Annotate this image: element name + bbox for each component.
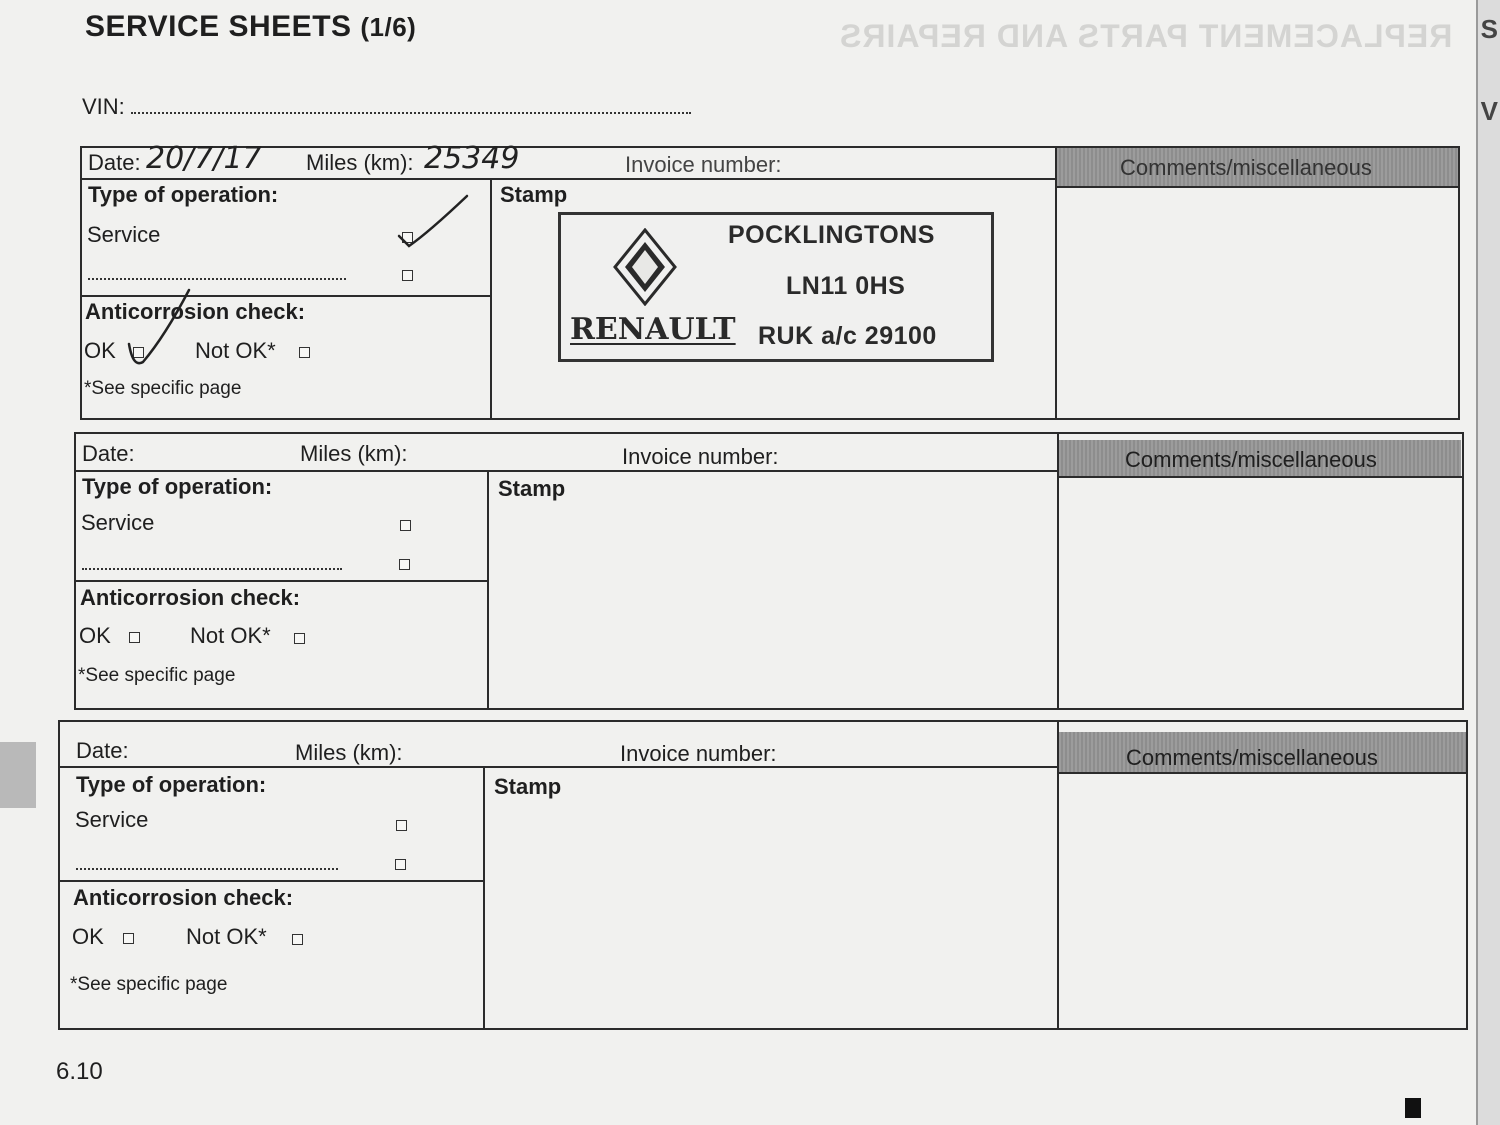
invoice-label[interactable]: Invoice number:: [620, 741, 777, 766]
miles-label[interactable]: Miles (km):: [295, 740, 403, 765]
miles-label: Miles (km):: [306, 150, 414, 175]
date-label: Date:: [88, 150, 141, 175]
service-checkbox[interactable]: [396, 820, 407, 831]
stamp-label: Stamp: [494, 774, 562, 799]
page-number: 6.10: [56, 1058, 103, 1085]
stamp-label: Stamp: [500, 182, 568, 207]
date-handwritten[interactable]: 20/7/17: [146, 141, 262, 176]
miles-handwritten[interactable]: 25349: [424, 141, 520, 176]
ok-checkbox[interactable]: [123, 933, 134, 944]
stamp-dealer-name: POCKLINGTONS: [728, 221, 935, 249]
other-operation-checkbox[interactable]: [395, 859, 406, 870]
ok-label: OK: [84, 338, 116, 363]
anticorrosion-label: Anticorrosion check:: [73, 885, 294, 910]
ok-label: OK: [72, 924, 104, 949]
anticorrosion-label: Anticorrosion check:: [85, 299, 306, 324]
edge-letter: V: [1480, 96, 1498, 126]
anticorrosion-label: Anticorrosion check:: [80, 585, 301, 610]
miles-label[interactable]: Miles (km):: [300, 441, 408, 466]
stamp-label: Stamp: [498, 476, 566, 501]
service-label: Service: [75, 807, 149, 832]
ok-label: OK: [79, 623, 111, 648]
type-of-operation-label: Type of operation:: [82, 474, 273, 499]
title-suffix: (1/6): [360, 12, 417, 42]
stamp-brand: RENAULT: [570, 312, 736, 347]
type-of-operation-label: Type of operation:: [88, 182, 279, 207]
type-of-operation-label: Type of operation:: [76, 772, 267, 797]
bleed-through-heading: REPLACEMENT PARTS AND REPAIRS: [838, 18, 1452, 54]
not-ok-label: Not OK*: [190, 623, 271, 648]
other-operation-line[interactable]: [76, 868, 338, 870]
stamp-account: RUK a/c 29100: [758, 322, 937, 350]
comments-label: Comments/miscellaneous: [1126, 745, 1378, 770]
see-specific-page-note: *See specific page: [70, 974, 228, 995]
title-text: SERVICE SHEETS: [85, 10, 352, 43]
comments-label: Comments/miscellaneous: [1125, 447, 1377, 472]
not-ok-label: Not OK*: [195, 338, 276, 363]
date-label[interactable]: Date:: [82, 441, 135, 466]
invoice-label[interactable]: Invoice number:: [622, 444, 779, 469]
service-label: Service: [81, 510, 155, 535]
vin-label: VIN:: [82, 94, 125, 119]
comments-label: Comments/miscellaneous: [1120, 155, 1372, 180]
corner-mark: [1405, 1098, 1421, 1118]
service-label: Service: [87, 222, 161, 247]
edge-letter: S: [1480, 14, 1498, 44]
see-specific-page-note: *See specific page: [78, 665, 236, 686]
invoice-label[interactable]: Invoice number:: [625, 152, 782, 177]
not-ok-label: Not OK*: [186, 924, 267, 949]
date-label[interactable]: Date:: [76, 738, 129, 763]
see-specific-page-note: *See specific page: [84, 378, 242, 399]
stamp-postcode: LN11 0HS: [786, 272, 906, 300]
not-ok-checkbox[interactable]: [292, 934, 303, 945]
